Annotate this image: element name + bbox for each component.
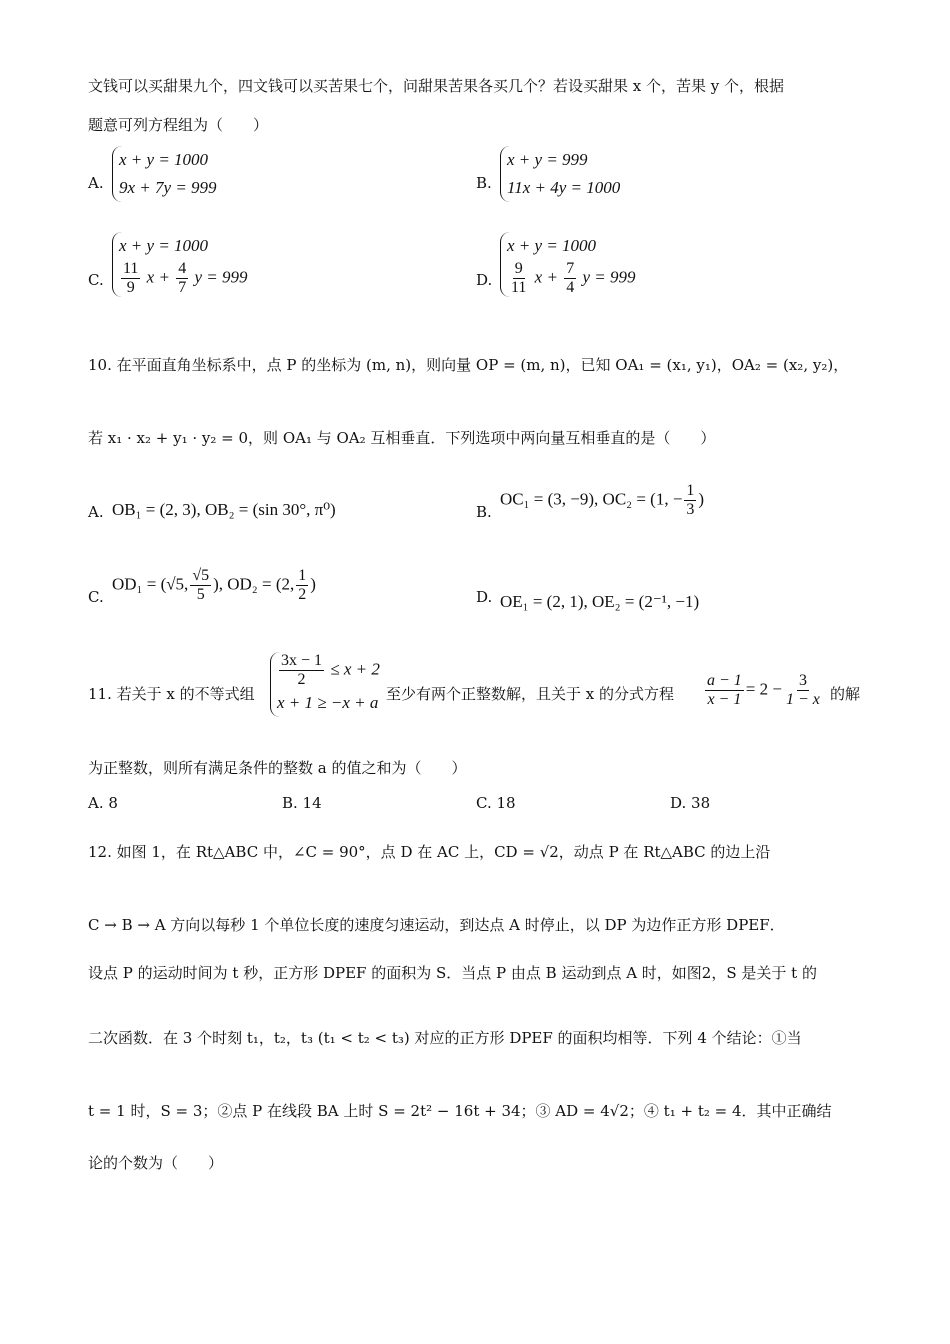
q9-c-eq2: $\frac{11}{9}$ x + $\frac{4}{7}$ y = 999 xyxy=(123,260,248,296)
q11-option-c[interactable]: C. 18 xyxy=(476,794,516,812)
q9-stem-line2: 题意可列方程组为（ ） xyxy=(88,116,269,134)
q9-option-b-label[interactable]: B. xyxy=(476,174,492,192)
q9-option-c-label[interactable]: C. xyxy=(88,271,104,289)
q9-option-a-system xyxy=(112,146,217,202)
q11-option-d[interactable]: D. 38 xyxy=(670,794,711,812)
q9-b-eq2: 11x + 4y = 1000 xyxy=(507,178,621,197)
frac-11-9: $\frac{11}{9}$ xyxy=(123,260,139,296)
q9-d-eq1: x + y = 1000 xyxy=(507,236,597,255)
q9-option-c-system xyxy=(112,232,247,297)
q10-option-c-label[interactable]: C. xyxy=(88,588,104,606)
q11-ineq1: $\frac{3x - 1}{2}$ ≤ x + 2 xyxy=(281,652,380,688)
q11-fraction-equation: $\frac{a - 1}{x - 1}$ = 2 − $\frac{3}{1 - x}$ xyxy=(707,672,820,708)
q12-stem-line4: 二次函数．在 3 个时刻 t₁，t₂，t₃ (t₁ < t₂ < t₃) 对应的正方形 DPEF 的面积均相等．下列 4 个结论：①当 xyxy=(88,1029,802,1047)
frac-1-3: $\frac{1}{3}$ xyxy=(686,482,695,518)
q12-stem-line1: 12. 如图 1，在 Rt△ABC 中，∠C = 90°，点 D 在 AC 上，CD = √2，动点 P 在 Rt△ABC 的边上沿 xyxy=(88,843,771,861)
q9-b-eq1: x + y = 999 xyxy=(507,150,588,169)
q12-stem-line3: 设点 P 的运动时间为 t 秒，正方形 DPEF 的面积为 S．当点 P 由点 B 运动到点 A 时，如图2，S 是关于 t 的 xyxy=(88,964,817,982)
frac-a-1-x-1: $\frac{a - 1}{x - 1}$ xyxy=(707,672,742,708)
q10-stem-line1: 10. 在平面直角坐标系中，点 P 的坐标为 (m, n)，则向量 OP = (m, n)，已知 OA₁ = (x₁, y₁)，OA₂ = (x₂, y₂)， xyxy=(88,356,849,374)
q10-option-d-expr: OE₁ = (2, 1), OE₂ = (2⁻¹, −1) xyxy=(500,592,700,611)
q11-option-b[interactable]: B. 14 xyxy=(282,794,322,812)
q11-suffix: 的解 xyxy=(830,685,861,703)
q12-stem-line5: t = 1 时，S = 3；②点 P 在线段 BA 上时 S = 2t² − 16t + 34；③ AD = 4√2；④ t₁ + t₂ = 4．其中正确结 xyxy=(88,1102,832,1120)
frac-1-2: $\frac{1}{2}$ xyxy=(298,567,307,603)
frac-4-7: $\frac{4}{7}$ xyxy=(178,260,187,296)
q9-option-b-system xyxy=(500,146,620,202)
q9-option-d-system xyxy=(500,232,635,297)
frac-sqrt5-5: $\frac{√5}{5}$ xyxy=(192,567,210,603)
q9-a-eq2: 9x + 7y = 999 xyxy=(119,178,217,197)
frac-3-1-x: $\frac{3}{1 - x}$ xyxy=(785,672,820,708)
q11-ineq2: x + 1 ≥ −x + a xyxy=(277,693,379,712)
q12-stem-line6: 论的个数为（ ） xyxy=(88,1154,224,1172)
frac-7-4: $\frac{7}{4}$ xyxy=(566,260,575,296)
q10-option-b-expr: OC₁ = (3, −9), OC₂ = (1, − $\frac{1}{3}$ ) xyxy=(500,482,705,518)
q10-option-b-label[interactable]: B. xyxy=(476,503,492,521)
q9-stem-line1: 文钱可以买甜果九个，四文钱可以买苦果七个，问甜果苦果各买几个？若设买甜果 x 个，苦果 y 个，根据 xyxy=(88,77,785,95)
q12-stem-line2: C → B → A 方向以每秒 1 个单位长度的速度匀速运动，到达点 A 时停止，以 DP 为边作正方形 DPEF． xyxy=(88,916,785,934)
q9-c-eq1: x + y = 1000 xyxy=(119,236,209,255)
q11-option-a[interactable]: A. 8 xyxy=(88,794,118,812)
q9-option-a-label[interactable]: A. xyxy=(88,174,104,192)
q10-stem-line2: 若 x₁ · x₂ + y₁ · y₂ = 0，则 OA₁ 与 OA₂ 互相垂直．下列选项中两向量互相垂直的是（ ） xyxy=(88,429,716,447)
q9-option-d-label[interactable]: D. xyxy=(476,271,493,289)
q10-option-d-label[interactable]: D. xyxy=(476,588,493,606)
q10-option-c-expr: OD₁ = (√5, $\frac{√5}{5}$ ), OD₂ = (2, $\frac{1}{2}$ ) xyxy=(112,567,316,603)
q11-inequality-system xyxy=(270,652,380,717)
q11-middle: 至少有两个正整数解，且关于 x 的分式方程 xyxy=(386,685,674,703)
q9-d-eq2: $\frac{9}{11}$ x + $\frac{7}{4}$ y = 999 xyxy=(511,260,636,296)
q11-stem-line2: 为正整数，则所有满足条件的整数 a 的值之和为（ ） xyxy=(88,759,467,777)
q10-option-a-label[interactable]: A. xyxy=(88,503,104,521)
frac-9-11: $\frac{9}{11}$ xyxy=(511,260,527,296)
q10-option-a-expr: OB₁ = (2, 3), OB₂ = (sin 30°, π⁰) xyxy=(112,500,336,519)
q9-a-eq1: x + y = 1000 xyxy=(119,150,209,169)
q11-prefix: 11. 若关于 x 的不等式组 xyxy=(88,685,255,703)
frac-3x-1-2: $\frac{3x - 1}{2}$ xyxy=(281,652,323,688)
